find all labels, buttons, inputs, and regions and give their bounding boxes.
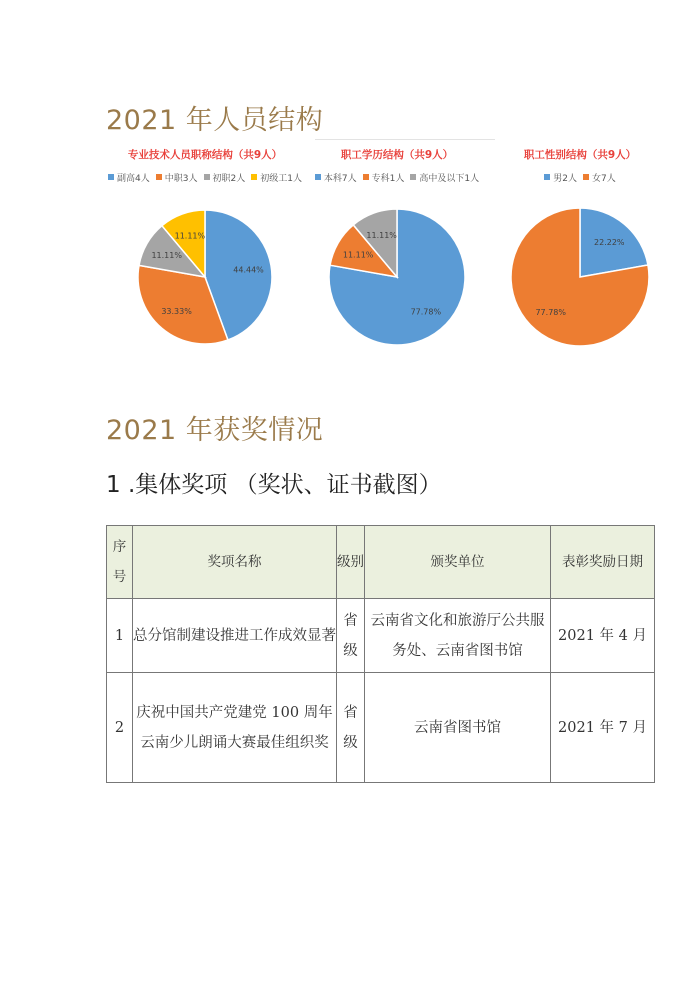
subheading-collective-awards: 1 .集体奖项 （奖状、证书截图）	[106, 472, 442, 498]
cell-index: 2	[107, 673, 133, 783]
cell-award-name: 庆祝中国共产党建党 100 周年云南少儿朗诵大赛最佳组织奖	[133, 673, 337, 783]
header-date: 表彰奖励日期	[551, 526, 655, 599]
pie-chart-title-structure	[105, 147, 305, 377]
table-row	[107, 599, 655, 673]
chart-title: 职工学历结构（共9人）	[340, 149, 454, 161]
pie-data-label: 11.11%	[151, 250, 182, 260]
legend-label: 女7人	[592, 174, 616, 184]
section-heading-personnel: 2021 年人员结构	[106, 105, 324, 136]
legend-label: 本科7人	[323, 174, 357, 184]
table-row	[107, 673, 655, 783]
cell-date: 2021 年 4 月	[551, 599, 655, 673]
header-level: 级别	[337, 526, 365, 599]
pie-data-label: 44.44%	[233, 265, 264, 275]
legend-label: 初级工1人	[260, 174, 302, 184]
header-issuer: 颁奖单位	[365, 526, 551, 599]
pie-data-label: 11.11%	[174, 231, 206, 241]
pie-chart-education-structure	[297, 147, 497, 377]
header-award-name: 奖项名称	[133, 526, 337, 599]
pie-data-label: 11.11%	[366, 230, 397, 240]
pie-chart-gender-structure	[480, 147, 680, 377]
legend-label: 初职2人	[212, 174, 246, 184]
legend-label: 高中及以下1人	[419, 174, 480, 184]
cell-level: 省级	[337, 599, 365, 673]
pie-data-label: 77.78%	[410, 307, 442, 317]
legend-label: 专科1人	[371, 174, 405, 184]
pie-data-label: 11.11%	[342, 250, 374, 260]
pie-data-label: 77.78%	[535, 307, 566, 317]
pie-svg	[105, 147, 305, 377]
legend-label: 男2人	[553, 174, 577, 184]
chart-title: 职工性别结构（共9人）	[523, 149, 637, 161]
chart-title: 专业技术人员职称结构（共9人）	[127, 149, 283, 161]
header-index: 序号	[107, 526, 133, 599]
cell-issuer: 云南省图书馆	[365, 673, 551, 783]
legend-label: 副高4人	[117, 174, 150, 184]
legend-label: 中职3人	[164, 174, 198, 184]
cell-index: 1	[107, 599, 133, 673]
section-heading-awards: 2021 年获奖情况	[106, 415, 324, 446]
cell-level: 省级	[337, 673, 365, 783]
pie-svg	[480, 147, 680, 377]
table-header-row	[107, 526, 655, 599]
cell-award-name: 总分馆制建设推进工作成效显著	[133, 599, 337, 673]
pie-svg	[297, 147, 497, 377]
awards-table	[106, 525, 655, 783]
cell-issuer: 云南省文化和旅游厅公共服务处、云南省图书馆	[365, 599, 551, 673]
cell-date: 2021 年 7 月	[551, 673, 655, 783]
pie-data-label: 22.22%	[594, 238, 625, 248]
divider-line	[315, 139, 495, 140]
pie-data-label: 33.33%	[161, 306, 192, 316]
